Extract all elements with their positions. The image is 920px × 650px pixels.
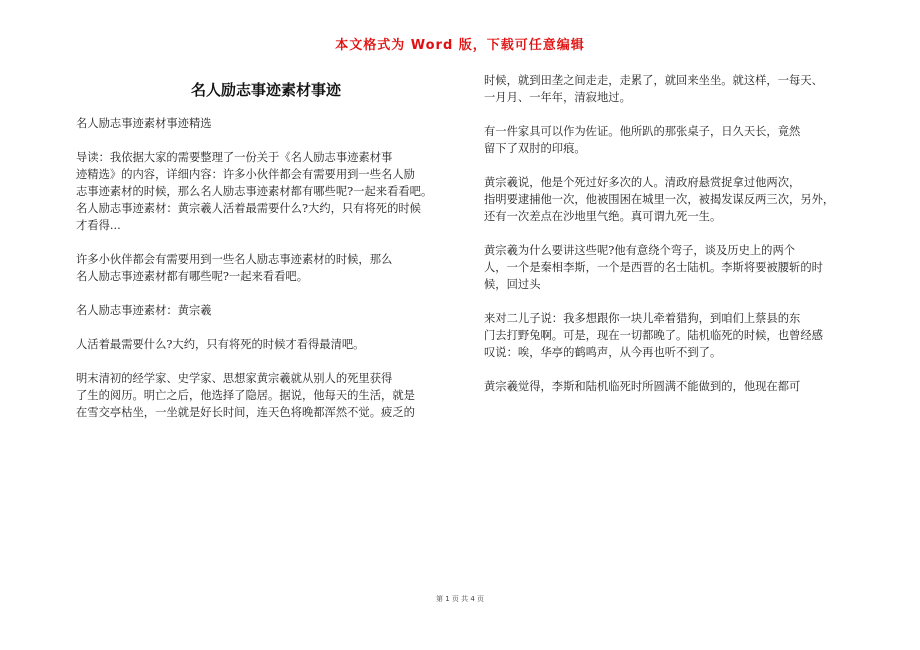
text-line: 时候，就到田垄之间走走，走累了，就回来坐坐。就这样，一每天、 xyxy=(484,74,823,87)
text-line: 导读：我依据大家的需要整理了一份关于《名人励志事迹素材事 xyxy=(76,151,393,164)
text-line: 在雪交亭枯坐，一坐就是好长时间，连天色将晚都浑然不觉。疲乏的 xyxy=(76,406,415,419)
text-line: 志事迹素材的时候，那么名人励志事迹素材都有哪些呢?一起来看看吧。 xyxy=(76,185,433,198)
text-line: 有一件家具可以作为佐证。他所趴的那张桌子，日久天长，竟然 xyxy=(484,125,801,138)
text-line: 留下了双肘的印痕。 xyxy=(484,142,586,155)
paragraph-gap xyxy=(484,361,864,378)
text-line: 叹说：唉，华亭的鹤鸣声，从今再也听不到了。 xyxy=(484,346,722,359)
paragraph-gap xyxy=(484,293,864,310)
paragraph-gap xyxy=(76,132,456,149)
text-line: 名人励志事迹素材都有哪些呢?一起来看看吧。 xyxy=(76,270,308,283)
text-line: 黄宗羲说，他是个死过好多次的人。清政府悬赏捉拿过他两次， xyxy=(484,176,801,189)
edit-notice-banner: 本文格式为 Word 版，下载可任意编辑 xyxy=(335,38,585,53)
left-column-text xyxy=(76,115,456,421)
paragraph-gap xyxy=(484,157,864,174)
right-column-text xyxy=(484,72,864,395)
text-line: 名人励志事迹素材：黄宗羲 xyxy=(76,304,212,317)
text-line: 名人励志事迹素材：黄宗羲人活着最需要什么?大约，只有将死的时候 xyxy=(76,202,421,215)
paragraph-gap xyxy=(76,353,456,370)
paragraph-gap xyxy=(76,285,456,302)
text-line: 迹精选》的内容，详细内容：许多小伙伴都会有需要用到一些名人励 xyxy=(76,168,415,181)
text-line: 来对二儿子说：我多想跟你一块儿牵着猎狗，到咱们上蔡县的东 xyxy=(484,312,801,325)
document-title: 名人励志事迹素材事迹 xyxy=(190,81,341,99)
paragraph-gap xyxy=(484,225,864,242)
text-line: 明末清初的经学家、史学家、思想家黄宗羲就从别人的死里获得 xyxy=(76,372,393,385)
text-line: 人，一个是秦相李斯，一个是西晋的名士陆机。李斯将要被腰斩的时 xyxy=(484,261,823,274)
text-line: 许多小伙伴都会有需要用到一些名人励志事迹素材的时候，那么 xyxy=(76,253,393,266)
text-line: 还有一次差点在沙地里气绝。真可谓九死一生。 xyxy=(484,210,722,223)
paragraph-gap xyxy=(76,234,456,251)
text-line: 了生的阅历。明亡之后，他选择了隐居。据说，他每天的生活，就是 xyxy=(76,389,415,402)
left-column xyxy=(76,78,456,421)
text-line: 名人励志事迹素材事迹精选 xyxy=(76,117,212,130)
text-line: 才看得... xyxy=(76,219,121,232)
paragraph-gap xyxy=(76,319,456,336)
page-footer: 第 1 页 共 4 页 xyxy=(435,595,485,603)
text-line: 人活着最需要什么?大约，只有将死的时候才看得最清吧。 xyxy=(76,338,365,351)
text-line: 一月月、一年年，清寂地过。 xyxy=(484,91,631,104)
text-line: 门去打野兔啊。可是，现在一切都晚了。陆机临死的时候，也曾经感 xyxy=(484,329,823,342)
text-line: 候，回过头 xyxy=(484,278,541,291)
right-column xyxy=(484,72,864,395)
text-line: 黄宗羲为什么要讲这些呢?他有意绕个弯子，谈及历史上的两个 xyxy=(484,244,796,257)
text-line: 指明要逮捕他一次，他被围困在城里一次，被揭发谋反两三次，另外， xyxy=(484,193,835,206)
paragraph-gap xyxy=(484,106,864,123)
text-line: 黄宗羲觉得，李斯和陆机临死时所圆满不能做到的，他现在都可 xyxy=(484,380,801,393)
